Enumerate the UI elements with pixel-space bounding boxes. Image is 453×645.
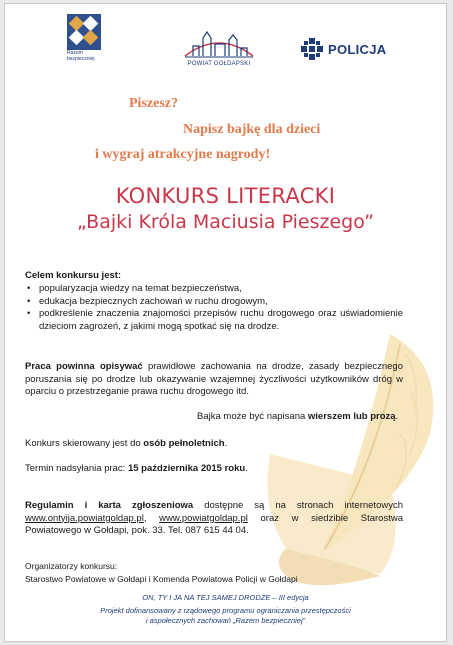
ontyija-link[interactable]: www.ontyija.powiatgoldap.pl: [25, 512, 144, 524]
tagline-2: Napisz bajkę dla dzieci: [183, 122, 321, 137]
list-item: • podkreślenie znaczenia znajomości przepisów ruchu drogowego oraz uświadomienie dzieciom zagrożeń, z jakimi mogą spotkać się na drodze.: [25, 308, 403, 333]
town-skyline-icon: [181, 26, 257, 60]
work-description-text: prawidłowe zachowania na drodze, zasady bezpiecznego poruszania się po drodze lub okazywanie wzajemnej życzliwości użytkowników dróg w oparciu o przestrzeganie prawa ruchu drogowego itd.: [25, 361, 403, 397]
aims-heading: Celem konkursu jest:: [25, 270, 122, 281]
rules-text: dostępne są na stronach internetowych: [193, 500, 403, 511]
deadline-date: 15 października 2015 roku: [127, 463, 246, 474]
police-star-icon: [301, 38, 323, 60]
powiat-goldapski-label: POWIAT GOŁDAPSKI: [187, 61, 251, 67]
tagline-3: i wygraj atrakcyjne nagrody!: [95, 147, 271, 162]
footer-funding-2: i aspołecznych zachowań „Razem bezpieczniej”: [145, 616, 306, 625]
form-end: .: [395, 411, 399, 422]
rules-separator: ,: [143, 512, 160, 524]
rules-paragraph: [25, 500, 403, 538]
policja-logo: [301, 38, 386, 60]
list-item: • popularyzacja wiedzy na temat bezpieczeństwa,: [25, 283, 403, 296]
form-emphasis: wierszem lub prozą: [307, 411, 396, 422]
powiat-goldapski-logo: [175, 26, 263, 67]
razem-bezpieczniej-label: Razem bezpieczniej: [67, 50, 95, 62]
razem-bezpieczniej-logo: [67, 14, 101, 70]
audience-emphasis: osób pełnoletnich: [143, 438, 225, 449]
organizers-heading: Organizatorzy konkursu:: [25, 561, 118, 571]
footer-funding-1: Projekt dofinansowany z rządowego programu ograniczania przestępczości: [100, 606, 351, 615]
audience-paragraph: [25, 438, 403, 451]
list-item: • edukacja bezpiecznych zachowań w ruchu drogowym,: [25, 296, 403, 309]
form-text: Bajka może być napisana: [197, 411, 308, 422]
powiat-link[interactable]: www.powiatgoldap.pl: [159, 512, 248, 524]
aims-list: [25, 283, 403, 333]
tagline-1: Piszesz?: [129, 96, 178, 111]
rules-lead: Regulamin i karta zgłoszeniowa: [25, 500, 194, 511]
deadline-paragraph: [25, 463, 403, 476]
razem-bezpieczniej-icon: [67, 14, 101, 50]
footer-edition: ON, TY I JA NA TEJ SAMEJ DRODZE – III edycja: [142, 593, 309, 602]
form-paragraph: [197, 411, 407, 424]
organizers-text: Starostwo Powiatowe w Gołdapi i Komenda Powiatowa Policji w Gołdapi: [25, 574, 298, 584]
rules-address: oraz w siedzibie Starostwa Powiatowego w Gołdapi, pok. 33. Tel. 087 615 44 04.: [25, 512, 404, 536]
scroll-quill-illustration: [230, 304, 447, 604]
work-description-paragraph: [25, 361, 403, 399]
audience-end: .: [224, 438, 228, 449]
contest-title: KONKURS LITERACKI: [115, 184, 336, 208]
work-description-lead: Praca powinna opisywać: [25, 361, 143, 372]
policja-label: POLICJA: [328, 41, 387, 57]
audience-text: Konkurs skierowany jest do: [25, 438, 144, 449]
poster-page: [4, 3, 447, 642]
deadline-text: Termin nadsyłania prac:: [25, 463, 128, 474]
deadline-end: .: [245, 463, 248, 474]
contest-subtitle: „Bajki Króla Maciusia Pieszego”: [77, 211, 374, 233]
